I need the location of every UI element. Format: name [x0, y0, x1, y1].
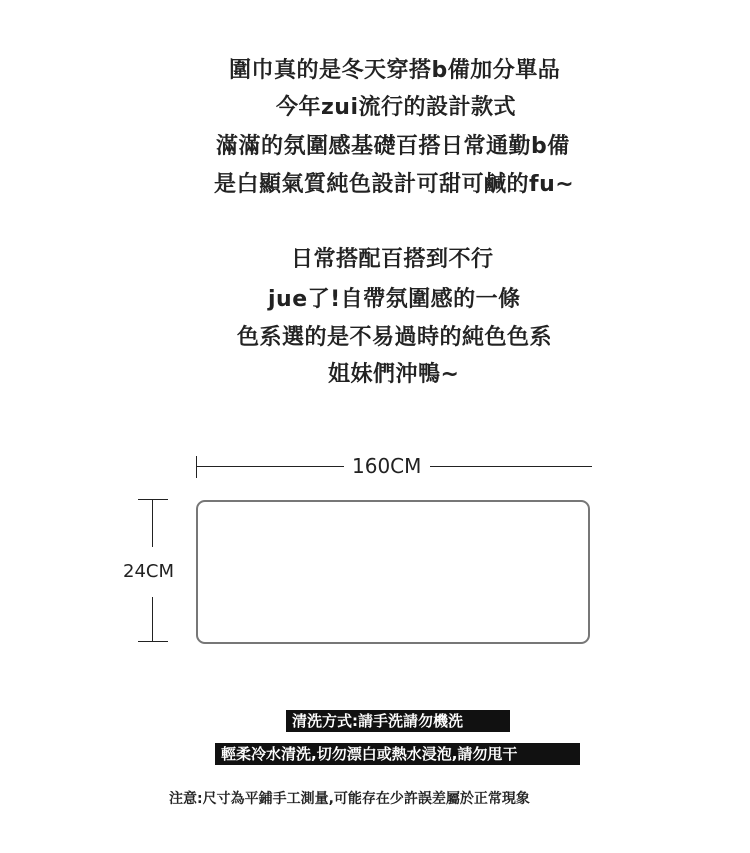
- height-dimension-label: 24CM: [123, 561, 175, 582]
- measurement-note: 注意:尺寸為平鋪手工測量,可能存在少許誤差屬於正常現象: [169, 791, 530, 807]
- intro-line: 今年zui流行的設計款式: [276, 95, 517, 120]
- height-dimension-cap-bottom: [138, 641, 168, 642]
- width-dimension-rule-left: [196, 466, 344, 467]
- width-dimension-tick: [196, 456, 197, 478]
- width-dimension-label: 160CM: [352, 454, 422, 478]
- intro-line: 日常搭配百搭到不行: [291, 247, 494, 272]
- height-dimension-rule-top: [152, 499, 153, 547]
- intro-line: 滿滿的氛圍感基礎百搭日常通勤b備: [216, 134, 570, 159]
- intro-line: 色系選的是不易過時的純色色系: [237, 325, 553, 350]
- intro-line: 圍巾真的是冬天穿搭b備加分單品: [229, 58, 561, 83]
- intro-line: 是白顯氣質純色設計可甜可鹹的fu~: [214, 172, 575, 197]
- wash-method-banner: 清洗方式:請手洗請勿機洗: [286, 710, 510, 732]
- width-dimension: [196, 450, 594, 482]
- height-dimension: [120, 499, 180, 643]
- height-dimension-rule-bottom: [152, 597, 153, 642]
- scarf-outline-diagram: [196, 500, 590, 644]
- intro-line: jue了!自帶氛圍感的一條: [268, 287, 521, 312]
- width-dimension-rule-right: [430, 466, 592, 467]
- wash-detail-banner: 輕柔冷水清洗,切勿漂白或熱水浸泡,請勿甩干: [215, 743, 578, 765]
- intro-line: 姐妹們沖鴨~: [328, 362, 460, 387]
- height-dimension-cap-top: [138, 499, 168, 500]
- wash-detail-banner-edge: [578, 743, 580, 765]
